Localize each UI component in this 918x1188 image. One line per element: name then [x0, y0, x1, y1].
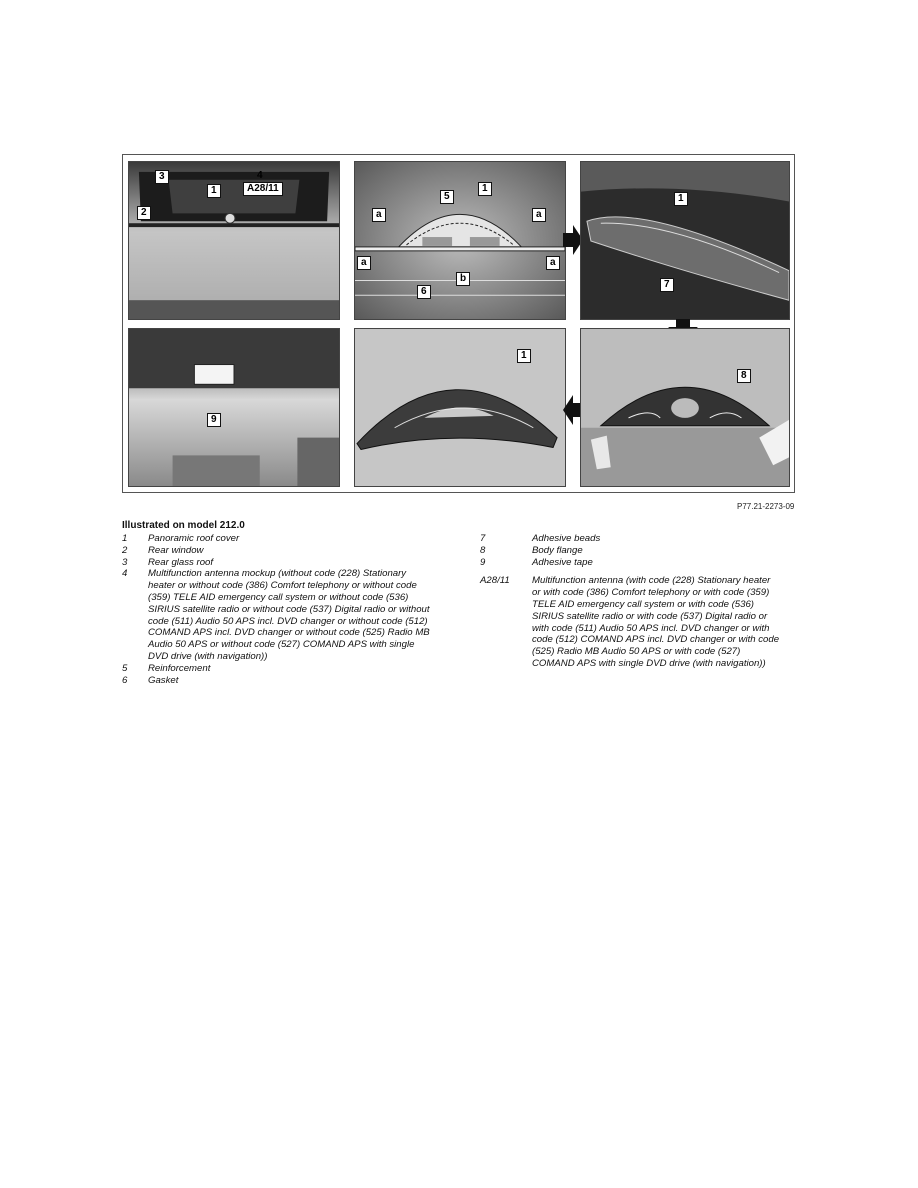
legend-item [480, 557, 780, 569]
legend-text: Adhesive tape [532, 556, 593, 568]
callout-1: 1 [517, 349, 531, 363]
legend-text: Panoramic roof cover [148, 533, 240, 544]
legend-number: 6 [122, 674, 128, 686]
rear-view-photo [129, 162, 339, 319]
panel-cross-section [354, 161, 566, 320]
caption-title: Illustrated on model 212.0 [122, 520, 245, 531]
legend-text: Gasket [148, 674, 179, 686]
legend-number: 8 [480, 544, 486, 556]
roof-cover-photo [355, 329, 565, 486]
callout-3: 3 [155, 170, 169, 184]
callout-2: 2 [137, 206, 151, 220]
adhesive-tape-photo [129, 329, 339, 486]
panel-adhesive-beads [580, 161, 790, 320]
legend-number: 3 [122, 556, 128, 568]
cross-section-diagram [355, 162, 565, 319]
callout-9: 9 [207, 413, 221, 427]
adhesive-beads-photo [581, 162, 789, 319]
legend-item [480, 545, 780, 557]
callout-6: 6 [417, 285, 431, 299]
figure-code: P77.21-2273-09 [737, 502, 795, 511]
legend-text: Rear glass roof [148, 556, 214, 568]
legend-number: 2 [122, 544, 128, 556]
callout-1: 1 [207, 184, 221, 198]
panel-body-flange [580, 328, 790, 487]
panel-rear-view [128, 161, 340, 320]
legend-number: A28/11 [480, 575, 510, 587]
callout-8: 8 [737, 369, 751, 383]
callout-4: 4 [257, 170, 263, 181]
legend-item [122, 675, 432, 687]
illustration-figure [122, 154, 795, 493]
legend-item [122, 663, 432, 675]
legend-item [122, 545, 432, 557]
panel-roof-cover [354, 328, 566, 487]
legend-text: Body flange [532, 544, 583, 556]
legend-number: 5 [122, 662, 128, 674]
legend-number: 7 [480, 533, 486, 544]
callout-5: 5 [440, 190, 454, 204]
legend-item [122, 568, 432, 662]
legend-number: 9 [480, 556, 486, 568]
legend-item [480, 575, 780, 669]
legend-text: Adhesive beads [532, 533, 601, 544]
legend-number: 1 [122, 533, 128, 544]
legend-text: Multifunction antenna mockup (without code (228) Stationary heater or without code (386) Comfort telephony or without code (359) TELE AID emergency call system or without code (536) SIRIUS satellite radio or without code (537) Digital radio or without code (511) Audio 50 APS incl. DVD changer or without code (512) COMAND APS incl. DVD changer or without code (525) Radio MB Audio 50 APS or without code (527) COMAND APS with single DVD drive (with navigation)) [148, 568, 430, 662]
legend-text: Rear window [148, 544, 204, 556]
callout-a: a [546, 256, 560, 270]
callout-1: 1 [674, 192, 688, 206]
legend-item [480, 533, 780, 545]
legend-text: Multifunction antenna (with code (228) Stationary heater or with code (386) Comfort telephony or with code (359) TELE AID emergency call system or with code (536) SIRIUS satellite radio or with code (537) Digital radio or with code (511) Audio 50 APS incl. DVD changer or with code (512) COMAND APS incl. DVD changer or with code (525) Radio MB Audio 50 APS or with code (527) COMAND APS with single DVD drive (with navigation)) [532, 575, 780, 669]
callout-a: a [357, 256, 371, 270]
legend-left [122, 533, 432, 686]
callout-b: b [456, 272, 470, 286]
callout-7: 7 [660, 278, 674, 292]
legend-number: 4 [122, 568, 128, 580]
body-flange-photo [581, 329, 789, 486]
legend-right [480, 533, 780, 670]
callout-a: a [372, 208, 386, 222]
callout-1: 1 [478, 182, 492, 196]
callout-a28-11: A28/11 [243, 182, 283, 196]
legend-item [122, 557, 432, 569]
legend-item [122, 533, 432, 545]
callout-a: a [532, 208, 546, 222]
panel-adhesive-tape [128, 328, 340, 487]
legend-text: Reinforcement [148, 662, 211, 674]
